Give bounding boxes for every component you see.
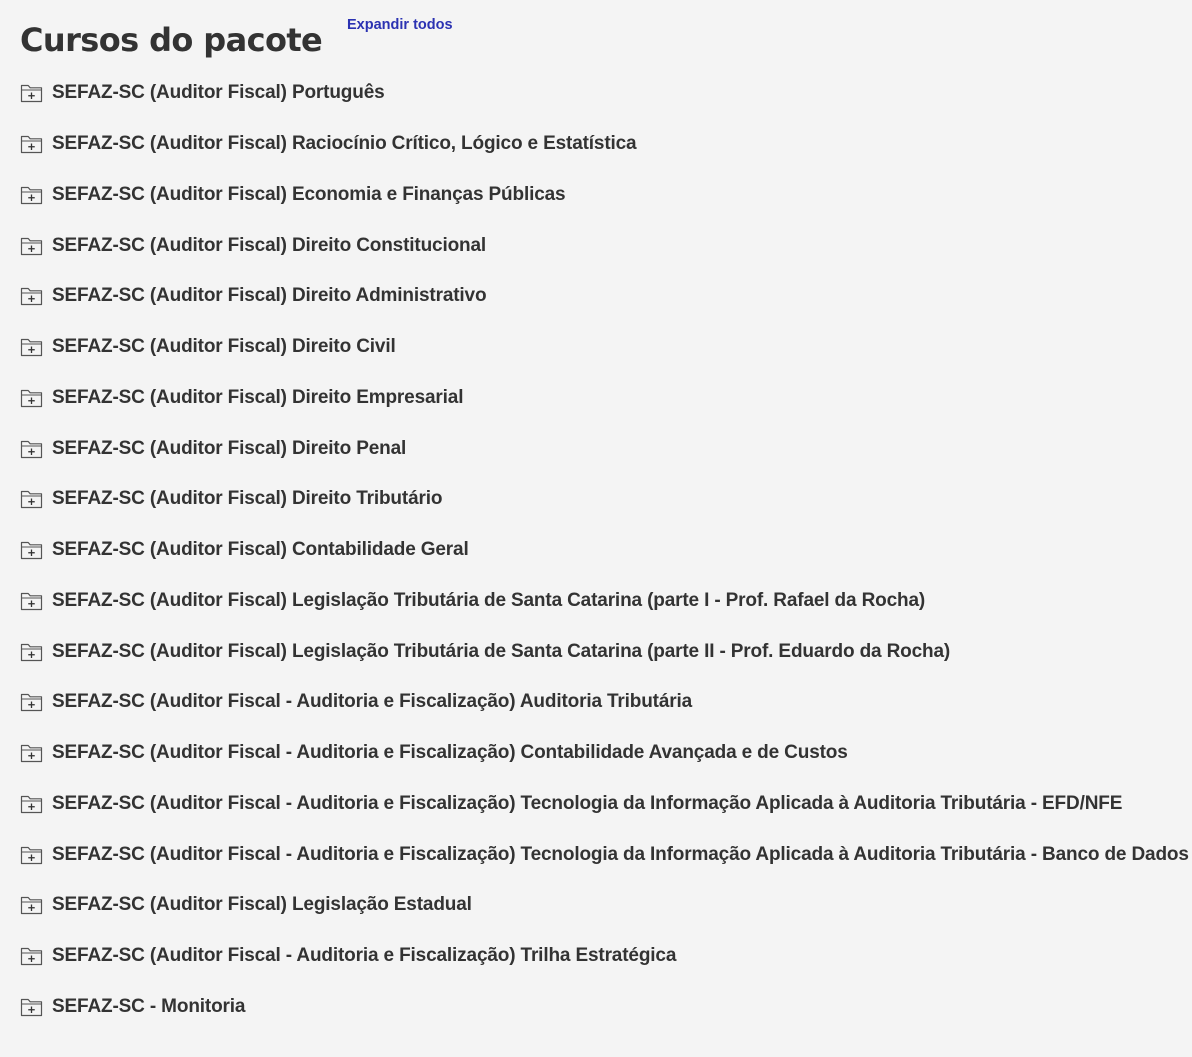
folder-plus-icon[interactable] [20,845,43,865]
folder-plus-icon[interactable] [20,439,43,459]
course-title[interactable]: SEFAZ-SC (Auditor Fiscal) Legislação Tributária de Santa Catarina (parte II - Prof. Eduardo da Rocha) [52,640,951,662]
folder-plus-icon[interactable] [20,337,43,357]
course-title[interactable]: SEFAZ-SC (Auditor Fiscal) Raciocínio Crítico, Lógico e Estatística [52,133,637,155]
course-item[interactable] [20,373,1190,424]
course-item[interactable] [20,880,1190,931]
course-item[interactable] [20,677,1190,728]
course-item[interactable] [20,982,1190,1033]
expand-all-link[interactable]: Expandir todos [347,17,453,33]
course-title[interactable]: SEFAZ-SC (Auditor Fiscal) Direito Civil [52,336,396,358]
folder-plus-icon[interactable] [20,83,43,103]
page-header [20,16,322,64]
course-item[interactable] [20,220,1190,271]
folder-plus-icon[interactable] [20,489,43,509]
course-item[interactable] [20,68,1190,119]
course-title[interactable]: SEFAZ-SC - Monitoria [52,995,246,1017]
folder-plus-icon[interactable] [20,642,43,662]
course-item[interactable] [20,626,1190,677]
course-title[interactable]: SEFAZ-SC (Auditor Fiscal - Auditoria e Fiscalização) Trilha Estratégica [52,945,677,967]
folder-plus-icon[interactable] [20,794,43,814]
folder-plus-icon[interactable] [20,895,43,915]
course-item[interactable] [20,525,1190,576]
course-title[interactable]: SEFAZ-SC (Auditor Fiscal - Auditoria e Fiscalização) Contabilidade Avançada e de Custos [52,742,848,764]
course-title[interactable]: SEFAZ-SC (Auditor Fiscal) Direito Empresarial [52,386,464,408]
course-title[interactable]: SEFAZ-SC (Auditor Fiscal) Direito Penal [52,437,407,459]
folder-plus-icon[interactable] [20,286,43,306]
course-title[interactable]: SEFAZ-SC (Auditor Fiscal) Contabilidade Geral [52,539,469,561]
course-item[interactable] [20,779,1190,830]
course-item[interactable] [20,119,1190,170]
course-title[interactable]: SEFAZ-SC (Auditor Fiscal) Direito Administrativo [52,285,487,307]
folder-plus-icon[interactable] [20,743,43,763]
course-title[interactable]: SEFAZ-SC (Auditor Fiscal) Legislação Estadual [52,894,472,916]
folder-plus-icon[interactable] [20,997,43,1017]
course-item[interactable] [20,271,1190,322]
course-item[interactable] [20,931,1190,982]
course-item[interactable] [20,829,1190,880]
folder-plus-icon[interactable] [20,692,43,712]
course-item[interactable] [20,474,1190,525]
course-item[interactable] [20,322,1190,373]
folder-plus-icon[interactable] [20,540,43,560]
folder-plus-icon[interactable] [20,946,43,966]
course-item[interactable] [20,423,1190,474]
course-title[interactable]: SEFAZ-SC (Auditor Fiscal) Português [52,82,385,104]
folder-plus-icon[interactable] [20,236,43,256]
course-title[interactable]: SEFAZ-SC (Auditor Fiscal) Economia e Finanças Públicas [52,183,566,205]
folder-plus-icon[interactable] [20,185,43,205]
course-title[interactable]: SEFAZ-SC (Auditor Fiscal - Auditoria e Fiscalização) Tecnologia da Informação Aplicada à Auditoria Tributária - Banco de Dados [52,843,1189,865]
course-title[interactable]: SEFAZ-SC (Auditor Fiscal) Direito Constitucional [52,234,487,256]
course-title[interactable]: SEFAZ-SC (Auditor Fiscal - Auditoria e Fiscalização) Auditoria Tributária [52,691,693,713]
folder-plus-icon[interactable] [20,134,43,154]
course-list [20,68,1190,1032]
course-item[interactable] [20,170,1190,221]
course-title[interactable]: SEFAZ-SC (Auditor Fiscal) Legislação Tributária de Santa Catarina (parte I - Prof. Rafael da Rocha) [52,589,926,611]
page-title: Cursos do pacote [20,21,323,59]
course-title[interactable]: SEFAZ-SC (Auditor Fiscal - Auditoria e Fiscalização) Tecnologia da Informação Aplicada à Auditoria Tributária - EFD/NFE [52,792,1123,814]
folder-plus-icon[interactable] [20,388,43,408]
folder-plus-icon[interactable] [20,591,43,611]
course-item[interactable] [20,576,1190,627]
course-item[interactable] [20,728,1190,779]
course-title[interactable]: SEFAZ-SC (Auditor Fiscal) Direito Tributário [52,488,443,510]
